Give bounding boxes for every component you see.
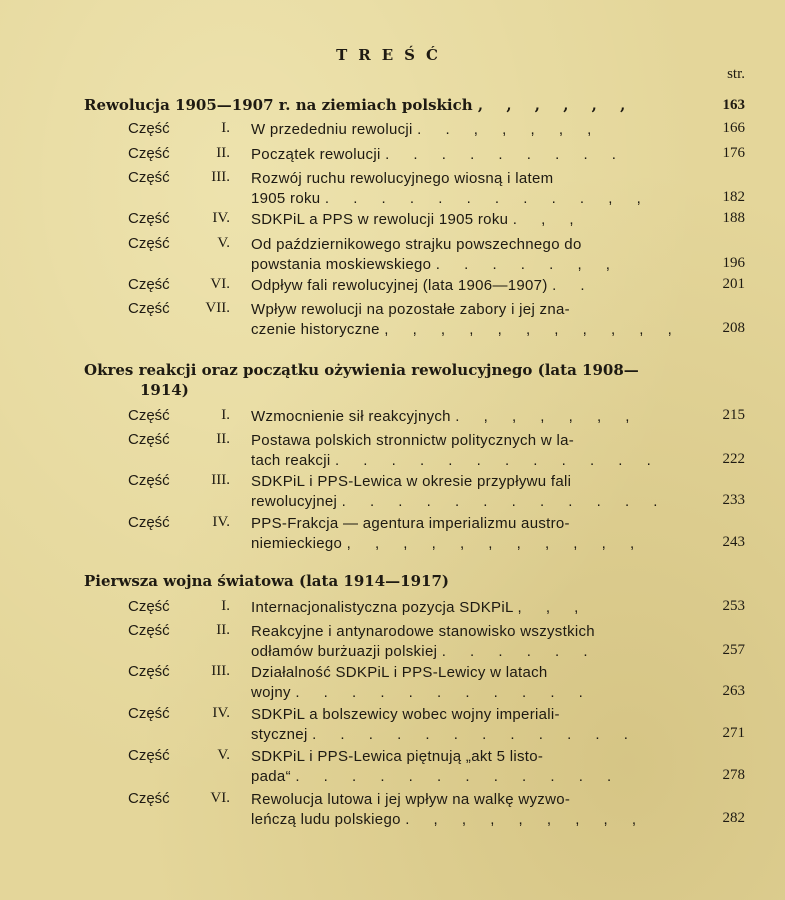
entry-title: Odpływ fali rewolucyjnej (lata 1906—1907) . . (251, 277, 595, 294)
entry-title: Wpływ rewolucji na pozostałe zabory i jej zna- czenie historyczne , , , , , , , , , , , (251, 301, 682, 338)
part-word: Część (128, 514, 170, 531)
part-number: II. (216, 145, 230, 161)
section-title: Okres reakcji oraz początku ożywienia rewolucyjnego (lata 1908— (84, 361, 639, 379)
entry-title: SDKPiL i PPS-Lewica piętnują „akt 5 listo- pada“ . . . . . . . . . . . . (251, 748, 622, 785)
part-word: Część (128, 705, 170, 722)
entry-title: Rozwój ruchu rewolucyjnego wiosną i latem 1905 roku . . . . . . . . . . , , (251, 170, 651, 207)
entry-title: SDKPiL a PPS w rewolucji 1905 roku . , , (251, 211, 584, 228)
entry-page-number: 222 (722, 451, 745, 467)
entry-page-number: 201 (722, 276, 745, 292)
entry-page-number: 188 (722, 210, 745, 226)
part-word: Część (128, 663, 170, 680)
part-number: I. (221, 407, 230, 423)
page-column-label: str. (727, 66, 745, 82)
entry-title: PPS-Frakcja — agentura imperializmu austro- niemieckiego , , , , , , , , , , , (251, 515, 645, 552)
part-word: Część (128, 169, 170, 186)
part-number: III. (211, 663, 230, 679)
part-word: Część (128, 622, 170, 639)
entry-page-number: 243 (722, 534, 745, 550)
part-number: VI. (210, 790, 230, 806)
part-word: Część (128, 472, 170, 489)
part-number: IV. (212, 514, 230, 530)
part-word: Część (128, 145, 170, 162)
entry-page-number: 215 (722, 407, 745, 423)
entry-title: Działalność SDKPiL i PPS-Lewicy w latach wojny . . . . . . . . . . . (251, 664, 593, 701)
section-title: Rewolucja 1905—1907 r. na ziemiach polskich (84, 96, 473, 114)
part-number: VII. (205, 300, 230, 316)
section-heading (84, 95, 704, 115)
entry-page-number: 253 (722, 598, 745, 614)
part-word: Część (128, 407, 170, 424)
entry-title: Reakcyjne i antynarodowe stanowisko wszystkich odłamów burżuazji polskiej . . . . . . (251, 623, 598, 660)
part-word: Część (128, 276, 170, 293)
part-number: III. (211, 472, 230, 488)
entry-page-number: 208 (722, 320, 745, 336)
entry-title: W przededniu rewolucji . . , , , , , (251, 121, 602, 138)
section-heading (84, 571, 704, 591)
part-number: IV. (212, 210, 230, 226)
entry-page-number: 263 (722, 683, 745, 699)
part-number: IV. (212, 705, 230, 721)
section-page-number: 163 (722, 97, 745, 113)
part-word: Część (128, 598, 170, 615)
entry-page-number: 182 (722, 189, 745, 205)
entry-page-number: 271 (722, 725, 745, 741)
part-word: Część (128, 431, 170, 448)
part-word: Część (128, 120, 170, 137)
part-number: VI. (210, 276, 230, 292)
entry-title: Rewolucja lutowa i jej wpływ na walkę wyzwo- leńczą ludu polskiego . , , , , , , , , (251, 791, 647, 828)
part-word: Część (128, 300, 170, 317)
entry-page-number: 233 (722, 492, 745, 508)
entry-page-number: 257 (722, 642, 745, 658)
part-word: Część (128, 210, 170, 227)
part-number: II. (216, 622, 230, 638)
entry-page-number: 176 (722, 145, 745, 161)
section-heading (84, 360, 704, 400)
entry-page-number: 282 (722, 810, 745, 826)
part-word: Część (128, 790, 170, 807)
part-number: I. (221, 120, 230, 136)
section-title: Pierwsza wojna światowa (lata 1914—1917) (84, 572, 449, 590)
section-leader-dots: , , , , , , (477, 96, 635, 114)
entry-page-number: 196 (722, 255, 745, 271)
entry-title: Od październikowego strajku powszechnego do powstania moskiewskiego . . . . . , , (251, 236, 620, 273)
entry-title: Postawa polskich stronnictw politycznych w la- tach reakcji . . . . . . . . . . . . (251, 432, 661, 469)
part-number: I. (221, 598, 230, 614)
entry-title: Początek rewolucji . . . . . . . . . (251, 146, 626, 163)
section-title-continuation: 1914) (140, 381, 189, 399)
entry-title: SDKPiL a bolszewicy wobec wojny imperiali- stycznej . . . . . . . . . . . . (251, 706, 638, 743)
entry-title: Wzmocnienie sił reakcyjnych . , , , , , , (251, 408, 640, 425)
entry-title: SDKPiL i PPS-Lewica w okresie przypływu fali rewolucyjnej . . . . . . . . . . . . (251, 473, 668, 510)
part-number: II. (216, 431, 230, 447)
part-number: V. (217, 235, 230, 251)
entry-page-number: 166 (722, 120, 745, 136)
part-number: III. (211, 169, 230, 185)
page-title: TREŚĆ (336, 46, 449, 64)
entry-page-number: 278 (722, 767, 745, 783)
entry-title: Internacjonalistyczna pozycja SDKPiL , , , (251, 599, 589, 616)
part-word: Część (128, 235, 170, 252)
part-word: Część (128, 747, 170, 764)
part-number: V. (217, 747, 230, 763)
